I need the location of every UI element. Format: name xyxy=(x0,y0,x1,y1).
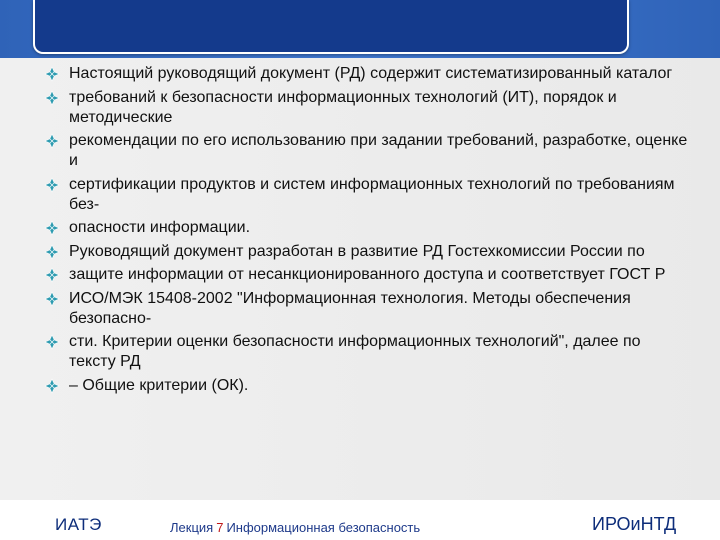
bullet-item xyxy=(0,332,720,372)
bullet-item xyxy=(0,289,720,329)
bullet-item xyxy=(0,175,720,215)
bullet-text: Руководящий документ разработан в развитие РД Гостехкомиссии России по xyxy=(69,242,645,260)
diamond-bullet-icon xyxy=(44,267,60,283)
diamond-bullet-icon xyxy=(44,291,60,307)
bullet-item xyxy=(0,131,720,171)
diamond-bullet-icon xyxy=(44,220,60,236)
slide-footer xyxy=(0,500,720,540)
bullet-item xyxy=(0,218,720,238)
footer-lecture-number: 7 xyxy=(216,520,224,535)
diamond-bullet-icon xyxy=(44,334,60,350)
bullet-item xyxy=(0,265,720,285)
bullet-text: опасности информации. xyxy=(69,219,251,236)
bullet-item xyxy=(0,64,720,84)
footer-institute: ИАТЭ xyxy=(55,515,102,534)
bullet-item xyxy=(0,376,720,396)
footer-course-name: Информационная безопасность xyxy=(226,520,421,535)
bullet-text: – Общие критерии (ОК). xyxy=(69,376,249,394)
slide-content xyxy=(0,58,720,500)
slide-title-box xyxy=(33,0,629,54)
diamond-bullet-icon xyxy=(44,90,60,106)
bullet-item xyxy=(0,242,720,262)
bullet-text: ИСО/МЭК 15408-2002 "Информационная технология. Методы обеспечения безопасно- xyxy=(69,289,631,327)
diamond-bullet-icon xyxy=(44,244,60,260)
bullet-list xyxy=(0,64,720,399)
bullet-text: рекомендации по его использованию при задании требований, разработке, оценке и xyxy=(69,132,688,169)
footer-lecture-label: Лекция xyxy=(170,520,214,535)
bullet-text: Настоящий руководящий документ (РД) содержит систематизированный каталог xyxy=(69,65,673,82)
diamond-bullet-icon xyxy=(44,177,60,193)
footer-department: ИРОиНТД xyxy=(592,514,677,534)
footer-lecture xyxy=(170,520,420,535)
diamond-bullet-icon xyxy=(44,378,60,394)
bullet-item xyxy=(0,88,720,128)
bullet-text: сертификации продуктов и систем информационных технологий по требованиям без- xyxy=(69,175,675,213)
diamond-bullet-icon xyxy=(44,66,60,82)
bullet-text: требований к безопасности информационных технологий (ИТ), порядок и методические xyxy=(69,88,617,126)
diamond-bullet-icon xyxy=(44,133,60,149)
bullet-text: сти. Критерии оценки безопасности информационных технологий", далее по тексту РД xyxy=(69,333,641,370)
bullet-text: защите информации от несанкционированного доступа и соответствует ГОСТ Р xyxy=(69,266,666,283)
